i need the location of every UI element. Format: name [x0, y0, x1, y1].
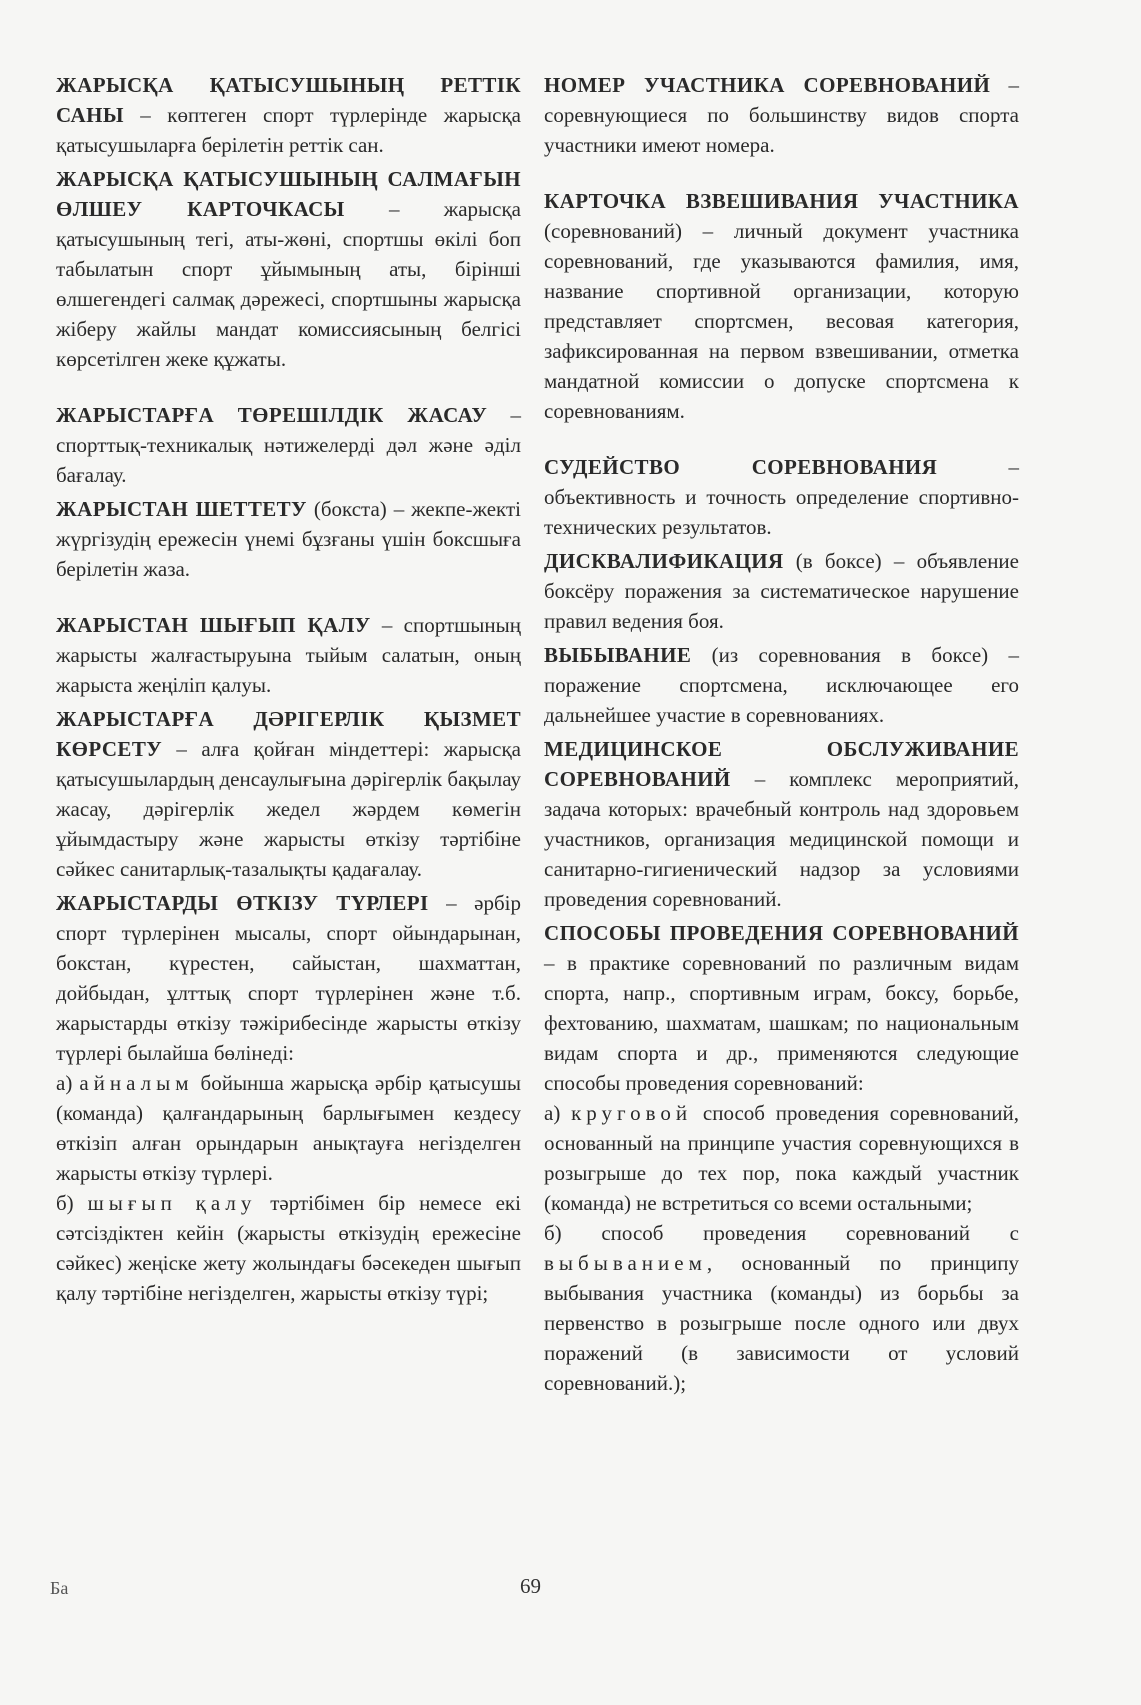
entry-toreshildik: [56, 400, 521, 490]
entry-definition: – объективность и точность определение спортивно-технических результатов.: [544, 455, 1019, 539]
spaced-term: айналым: [79, 1071, 194, 1095]
entry-definition: – спортшының жарысты жалғастыруына тыйым салатын, оның жарыста жеңіліп қалуы.: [56, 613, 521, 697]
spaced-term: шығып қалу: [87, 1191, 257, 1215]
entry-jarysqa-qatysushy-nomiri: [56, 70, 521, 160]
entry-meditsinskoe-obsluzhivanie: [544, 734, 1019, 914]
spaced-term: круговой: [571, 1101, 693, 1125]
entry-term: МЕДИЦИНСКОЕ ОБСЛУЖИВАНИЕ СОРЕВНОВАНИЙ: [544, 737, 1019, 791]
subitem-a: а) айналым бойынша жарысқа әрбір қатысушы (команда) қалғандарының барлығымен кездесу өткізіп алған орындарын анықтауға негізделген жарысты өткізу түрлері.: [56, 1071, 521, 1185]
entry-shygyp-qalu: [56, 610, 521, 700]
right-column: [544, 70, 1019, 1402]
left-column: [56, 70, 521, 1312]
entry-sposoby-provedeniya: [544, 918, 1019, 1398]
footer-mark: Ба: [50, 1578, 69, 1598]
entry-term: ДИСКВАЛИФИКАЦИЯ: [544, 549, 784, 573]
entry-term: ЖАРЫСТАН ШЕТТЕТУ: [56, 497, 307, 521]
entry-term: ЖАРЫСҚА ҚАТЫСУШЫНЫҢ САЛМАҒЫН ӨЛШЕУ КАРТОЧКАСЫ: [56, 167, 521, 221]
entry-term: ЖАРЫСТАРДЫ ӨТКІЗУ ТҮРЛЕРІ: [56, 891, 429, 915]
entry-vybyvanie: [544, 640, 1019, 730]
entry-term: НОМЕР УЧАСТНИКА СОРЕВНОВАНИЙ: [544, 73, 991, 97]
entry-definition: – спорттық-техникалық нәтижелерді дәл және әділ бағалау.: [56, 403, 521, 487]
entry-otkizu-turleri: [56, 888, 521, 1308]
entry-definition: (в боксе) – объявление боксёру поражения за систематическое нарушение правил ведения боя.: [544, 549, 1019, 633]
entry-sudeistvo: [544, 452, 1019, 542]
entry-term: ЖАРЫСҚА ҚАТЫСУШЫНЫҢ РЕТТІК САНЫ: [56, 73, 521, 127]
entry-term: КАРТОЧКА ВЗВЕШИВАНИЯ УЧАСТНИКА: [544, 189, 1019, 213]
entry-definition: – алға қойған міндеттері: жарысқа қатысушылардың денсаулығына дәрігерлік бақылау жасау, дәрігерлік жедел жәрдем көмегін ұйымдастыру және жарысты өткізу тәртібіне сәйкес санитарлық-тазалықты қадағалау.: [56, 737, 521, 881]
entry-definition: – жарысқа қатысушының тегі, аты-жөні, спортшы өкілі боп табылатын спорт ұйымының аты, бірінші өлшегендегі салмақ дәрежесі, спортшыны жарысқа жіберу жайлы мандат комиссиясының белгісі көрсетілген жеке құжаты.: [56, 197, 521, 371]
entry-term: СУДЕЙСТВО СОРЕВНОВАНИЯ: [544, 455, 938, 479]
entry-definition: – соревнующиеся по большинству видов спорта участники имеют номера.: [544, 73, 1019, 157]
page-number: 69: [520, 1574, 541, 1598]
entry-shettetu: [56, 494, 521, 584]
entry-term: ЖАРЫСТАРҒА ДӘРІГЕРЛІК ҚЫЗМЕТ КӨРСЕТУ: [56, 707, 521, 761]
subitem-a: а) круговой способ проведения соревнований, основанный на принципе участия соревнующихся в розыгрыше до тех пор, пока каждый участник (команда) не встретиться со всеми остальными;: [544, 1101, 1019, 1215]
entry-salmaq-kartochkasy: [56, 164, 521, 374]
subitem-b: б) шығып қалу тәртібімен бір немесе екі сәтсіздіктен кейін (жарысты өткізудің ережесіне сәйкес) жеңіске жету жолындағы бәсекеден шығып қалу тәртібіне негізделген, жарысты өткізу түрі;: [56, 1191, 521, 1305]
entry-definition: – әрбір спорт түрлерінен мысалы, спорт ойындарынан, бокстан, күрестен, сайыстан, шахматтан, дойбыдан, ұлттық спорт түрлерінен және т.б. жарыстарды өткізу тәжірибесінде жарысты өткізу түрлері былайша бөлінеді:: [56, 891, 522, 1065]
spaced-term: выбыванием: [544, 1251, 707, 1275]
entry-nomer-uchastnika: [544, 70, 1019, 160]
entry-definition: – көптеген спорт түрлерінде жарысқа қатысушыларға берілетін реттік сан.: [56, 103, 521, 157]
entry-term: ЖАРЫСТАН ШЫҒЫП ҚАЛУ: [56, 613, 371, 637]
entry-term: ЖАРЫСТАРҒА ТӨРЕШІЛДІК ЖАСАУ: [56, 403, 488, 427]
subitem-b: б) способ проведения соревнований с выбыванием, основанный по принципу выбывания участника (команды) из борьбы за первенство в розыгрыше после одного или двух поражений (в зависимости от условий соревнований.);: [544, 1221, 1019, 1395]
entry-definition: – комплекс мероприятий, задача которых: врачебный контроль над здоровьем участников, организация медицинской помощи и санитарно-гигиенический надзор за условиями проведения соревнований.: [544, 767, 1019, 911]
entry-definition: (из соревнования в боксе) – поражение спортсмена, исключающее его дальнейшее участие в соревнованиях.: [544, 643, 1019, 727]
entry-kartochka-vzveshivaniya: [544, 186, 1019, 426]
entry-term: СПОСОБЫ ПРОВЕДЕНИЯ СОРЕВНОВАНИЙ: [544, 921, 1019, 945]
entry-definition: – в практике соревнований по различным видам спорта, напр., спортивным играм, боксу, борьбе, фехтованию, шахматам, шашкам; по национальным видам спорта и др., применяются следующие способы проведения соревнований:: [544, 951, 1019, 1095]
entry-darigerlik-qyzmet: [56, 704, 521, 884]
entry-definition: (бокста) – жекпе-жекті жүргізудің ережесін үнемі бұзғаны үшін боксшыға берілетін жаза.: [56, 497, 521, 581]
entry-definition: (соревнований) – личный документ участника соревнований, где указываются фамилия, имя, название спортивной организации, которую представляет спортсмен, весовая категория, зафиксированная на первом взвешивании, отметка мандатной комиссии о допуске спортсмена к соревнованиям.: [544, 219, 1019, 423]
entry-diskvalifikatsiya: [544, 546, 1019, 636]
entry-term: ВЫБЫВАНИЕ: [544, 643, 692, 667]
